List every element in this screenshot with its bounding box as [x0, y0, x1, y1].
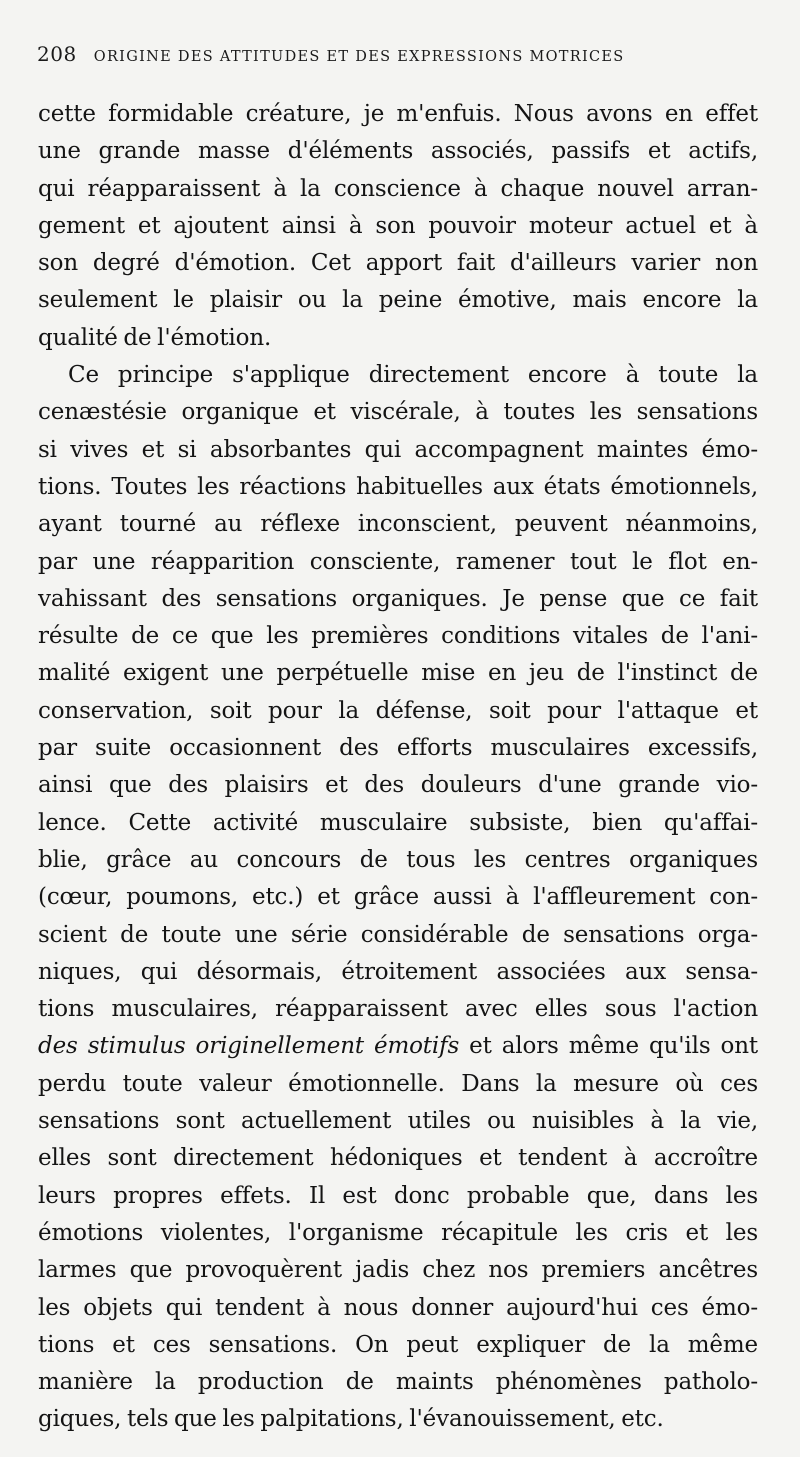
- text-line: qui réapparaissent à la conscience à chaque nouvel arran-: [38, 175, 758, 202]
- text-line: par une réapparition consciente, ramener tout le flot en-: [38, 548, 758, 575]
- text-line: les objets qui tendent à nous donner aujourd'hui ces émo-: [38, 1294, 758, 1321]
- text-line: lence. Cette activité musculaire subsiste, bien qu'affai-: [38, 809, 758, 836]
- text-line: vahissant des sensations organiques. Je pense que ce fait: [38, 585, 758, 612]
- italic-phrase: des stimulus originellement émotifs: [38, 1033, 460, 1060]
- text-line: giques, tels que les palpitations, l'évanouissement, etc.: [38, 1406, 664, 1433]
- text-line: une grande masse d'éléments associés, passifs et actifs,: [38, 138, 758, 165]
- text-line: seulement le plaisir ou la peine émotive, mais encore la: [38, 287, 758, 314]
- text-line: (cœur, poumons, etc.) et grâce aussi à l'affleurement con-: [38, 884, 758, 911]
- text-line: conservation, soit pour la défense, soit pour l'attaque et: [38, 697, 758, 724]
- text-line: gement et ajoutent ainsi à son pouvoir moteur actuel et à: [38, 212, 758, 239]
- text-line: tions musculaires, réapparaissent avec elles sous l'action: [38, 996, 758, 1023]
- body-text: [38, 96, 758, 1439]
- running-title: ORIGINE DES ATTITUDES ET DES EXPRESSIONS MOTRICES: [93, 49, 625, 65]
- text-line: niques, qui désormais, étroitement associées aux sensa-: [38, 958, 758, 985]
- text-line: elles sont directement hédoniques et tendent à accroître: [38, 1145, 758, 1172]
- text-line: qualité de l'émotion.: [38, 324, 272, 351]
- text-line: malité exigent une perpétuelle mise en jeu de l'instinct de: [38, 660, 758, 687]
- text-line: blie, grâce au concours de tous les centres organiques: [38, 846, 758, 873]
- text-line: cenæstésie organique et viscérale, à toutes les sensations: [38, 399, 758, 426]
- text-line: résulte de ce que les premières conditions vitales de l'ani-: [38, 623, 758, 650]
- page-number: 208: [37, 42, 77, 66]
- text-line: perdu toute valeur émotionnelle. Dans la mesure où ces: [38, 1070, 758, 1097]
- text-line: Ce principe s'applique directement encore à toute la: [68, 362, 758, 389]
- text-line: manière la production de maints phénomènes patholo-: [38, 1369, 758, 1396]
- text-line: leurs propres effets. Il est donc probable que, dans les: [38, 1182, 758, 1209]
- running-head: [37, 42, 757, 66]
- text-line: si vives et si absorbantes qui accompagnent maintes émo-: [38, 436, 758, 463]
- text-line: ayant tourné au réflexe inconscient, peuvent néanmoins,: [38, 511, 758, 538]
- text-fragment: et alors même qu'ils ont: [459, 1033, 758, 1060]
- text-line: émotions violentes, l'organisme récapitule les cris et les: [38, 1219, 758, 1246]
- text-line: par suite occasionnent des efforts musculaires excessifs,: [38, 735, 758, 762]
- text-line: tions. Toutes les réactions habituelles aux états émotionnels,: [38, 473, 758, 500]
- paragraph: [38, 96, 758, 357]
- text-line: tions et ces sensations. On peut expliquer de la même: [38, 1331, 758, 1358]
- text-line: cette formidable créature, je m'enfuis. Nous avons en effet: [38, 101, 758, 127]
- text-line: scient de toute une série considérable de sensations orga-: [38, 921, 758, 948]
- text-line: ainsi que des plaisirs et des douleurs d'une grande vio-: [38, 772, 758, 799]
- text-line: [38, 1028, 758, 1065]
- text-line: sensations sont actuellement utiles ou nuisibles à la vie,: [38, 1108, 758, 1135]
- text-line: son degré d'émotion. Cet apport fait d'ailleurs varier non: [38, 250, 758, 277]
- paragraph: [38, 357, 758, 1439]
- text-line: larmes que provoquèrent jadis chez nos premiers ancêtres: [38, 1257, 758, 1284]
